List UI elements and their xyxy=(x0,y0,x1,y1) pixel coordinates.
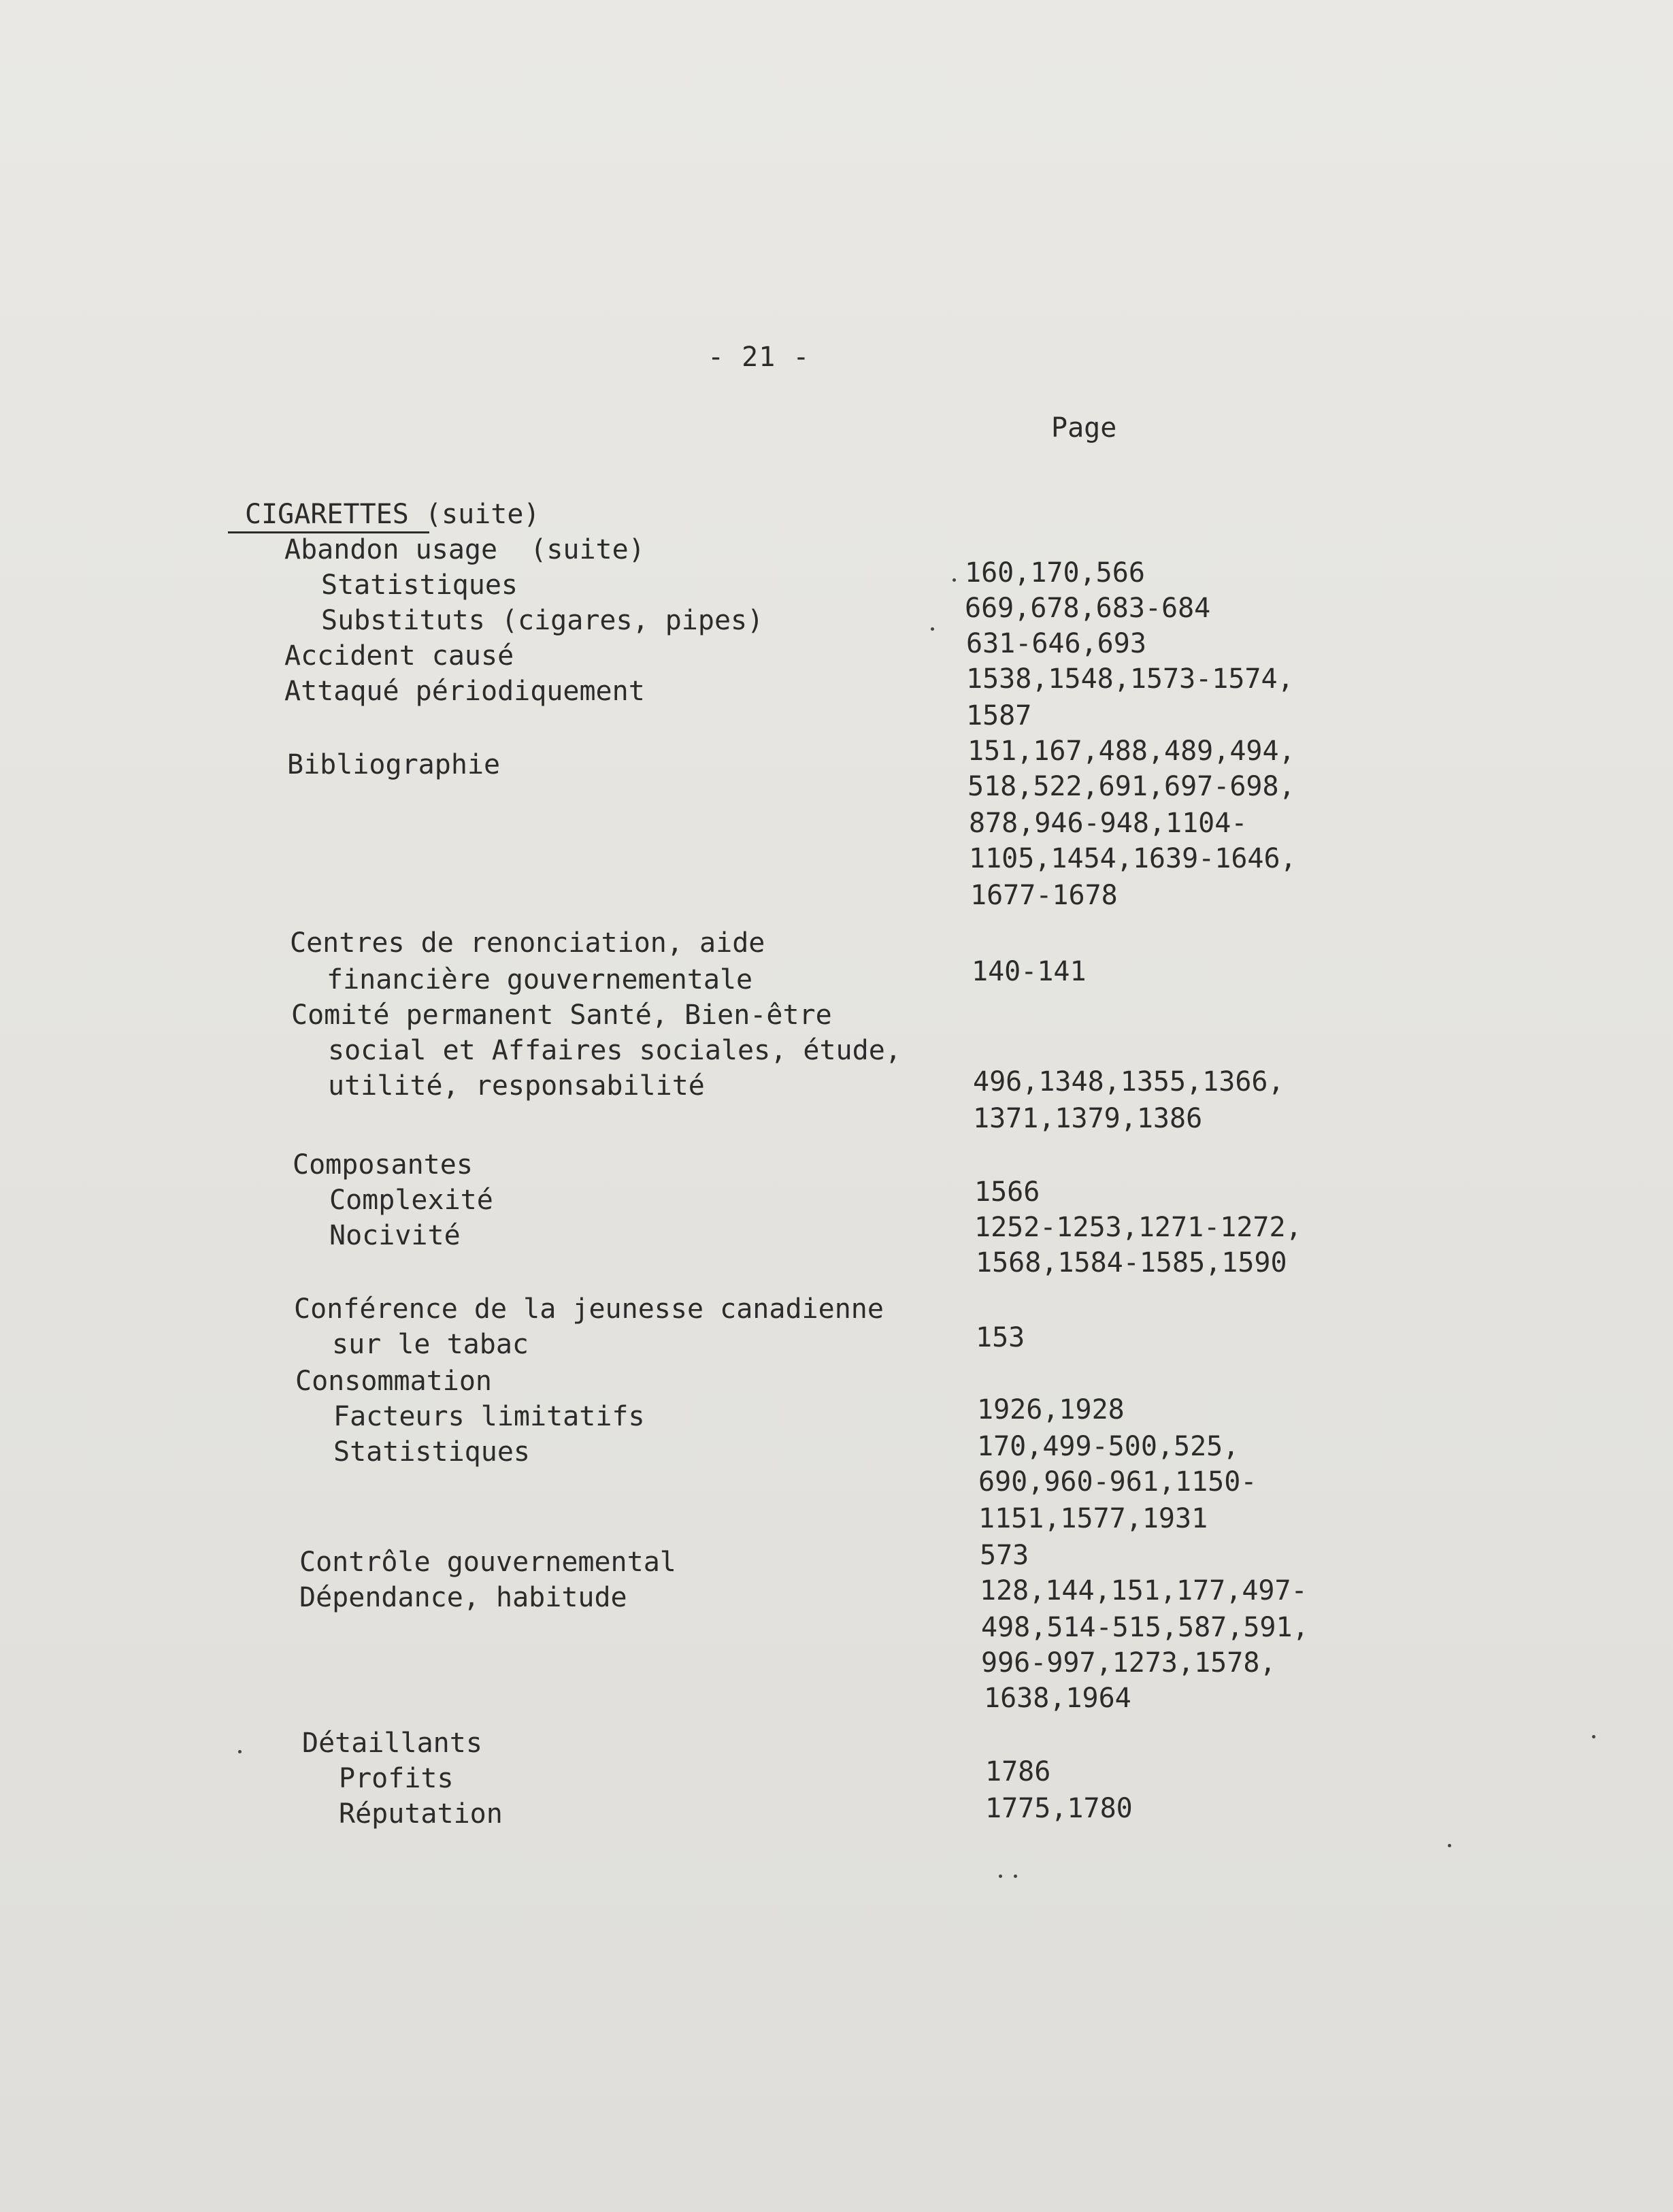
pages-bibliographie-1: 151,167,488,489,494, xyxy=(967,736,1295,767)
entry-conference-jeunesse-cont: sur le tabac xyxy=(332,1329,529,1360)
entry-comite-permanent: Comité permanent Santé, Bien-être xyxy=(291,1000,832,1031)
pages-accident-cause: 631-646,693 xyxy=(966,628,1146,659)
pages-statistiques: 160,170,566 xyxy=(965,557,1145,589)
pages-dependance-3: 996-997,1273,1578, xyxy=(981,1647,1276,1679)
entry-accident-cause: Accident causé xyxy=(284,640,514,672)
pages-bibliographie-2: 518,522,691,697-698, xyxy=(967,771,1295,802)
entry-conference-jeunesse: Conférence de la jeunesse canadienne xyxy=(294,1293,884,1325)
scan-speck xyxy=(238,1750,242,1753)
pages-dependance-4: 1638,1964 xyxy=(984,1683,1131,1714)
pages-complexite: 1566 xyxy=(974,1176,1040,1208)
scan-speck xyxy=(931,627,934,631)
entry-consommation: Consommation xyxy=(295,1366,492,1397)
pages-bibliographie-3: 878,946-948,1104- xyxy=(969,808,1248,839)
entry-detaillants: Détaillants xyxy=(302,1728,482,1759)
entry-bibliographie: Bibliographie xyxy=(287,749,501,780)
scan-speck xyxy=(1592,1735,1595,1738)
page-number: - 21 - xyxy=(708,342,810,373)
entry-comite-permanent-cont2: utilité, responsabilité xyxy=(328,1070,705,1102)
subentry-nocivite: Nocivité xyxy=(329,1220,461,1251)
pages-conference-jeunesse: 153 xyxy=(976,1322,1025,1353)
subentry-statistiques: Statistiques xyxy=(321,569,518,601)
pages-comite-2: 1371,1379,1386 xyxy=(973,1103,1203,1134)
pages-facteurs-limitatifs: 1926,1928 xyxy=(977,1394,1125,1425)
pages-reputation: 1775,1780 xyxy=(985,1793,1133,1824)
subentry-profits: Profits xyxy=(339,1763,454,1794)
entry-abandon-usage: Abandon usage (suite) xyxy=(284,534,645,565)
scan-speck xyxy=(1448,1844,1451,1847)
heading-term: CIGARETTES xyxy=(245,499,409,530)
subentry-complexite: Complexité xyxy=(329,1185,493,1216)
pages-dependance-1: 128,144,151,177,497- xyxy=(980,1575,1308,1606)
pages-comite-1: 496,1348,1355,1366, xyxy=(973,1066,1285,1097)
pages-controle-gouvernemental: 573 xyxy=(980,1540,1029,1571)
scan-speck xyxy=(999,1875,1002,1878)
scan-speck xyxy=(1014,1875,1017,1878)
pages-nocivite-1: 1252-1253,1271-1272, xyxy=(974,1212,1302,1243)
entry-composantes: Composantes xyxy=(293,1149,473,1181)
pages-dependance-2: 498,514-515,587,591, xyxy=(981,1612,1309,1643)
pages-bibliographie-4: 1105,1454,1639-1646, xyxy=(969,843,1297,874)
pages-attaque-1: 1538,1548,1573-1574, xyxy=(966,663,1294,695)
entry-attaque-periodiquement: Attaqué périodiquement xyxy=(284,676,645,707)
scan-speck xyxy=(953,578,956,582)
pages-statistiques-consommation-2: 690,960-961,1150- xyxy=(978,1466,1257,1498)
pages-statistiques-consommation-1: 170,499-500,525, xyxy=(977,1431,1240,1462)
heading-suffix: (suite) xyxy=(408,499,540,530)
pages-profits: 1786 xyxy=(985,1756,1051,1787)
entry-centres-renonciation-cont: financière gouvernementale xyxy=(327,964,753,995)
pages-attaque-2: 1587 xyxy=(966,700,1032,731)
pages-bibliographie-5: 1677-1678 xyxy=(970,880,1118,911)
entry-controle-gouvernemental: Contrôle gouvernemental xyxy=(299,1547,676,1578)
subentry-reputation: Réputation xyxy=(339,1798,503,1830)
entry-comite-permanent-cont1: social et Affaires sociales, étude, xyxy=(328,1035,901,1066)
pages-statistiques-consommation-3: 1151,1577,1931 xyxy=(978,1503,1208,1534)
pages-substituts: 669,678,683-684 xyxy=(965,593,1211,624)
subentry-substituts: Substituts (cigares, pipes) xyxy=(321,605,764,636)
pages-centres-renonciation: 140-141 xyxy=(972,956,1087,987)
entry-dependance-habitude: Dépendance, habitude xyxy=(299,1582,627,1613)
page-column-header: Page xyxy=(1051,412,1117,444)
index-heading xyxy=(245,497,540,532)
subentry-statistiques-consommation: Statistiques xyxy=(333,1436,530,1468)
pages-nocivite-2: 1568,1584-1585,1590 xyxy=(976,1247,1287,1278)
subentry-facteurs-limitatifs: Facteurs limitatifs xyxy=(333,1401,645,1432)
entry-centres-renonciation: Centres de renonciation, aide xyxy=(290,927,765,959)
